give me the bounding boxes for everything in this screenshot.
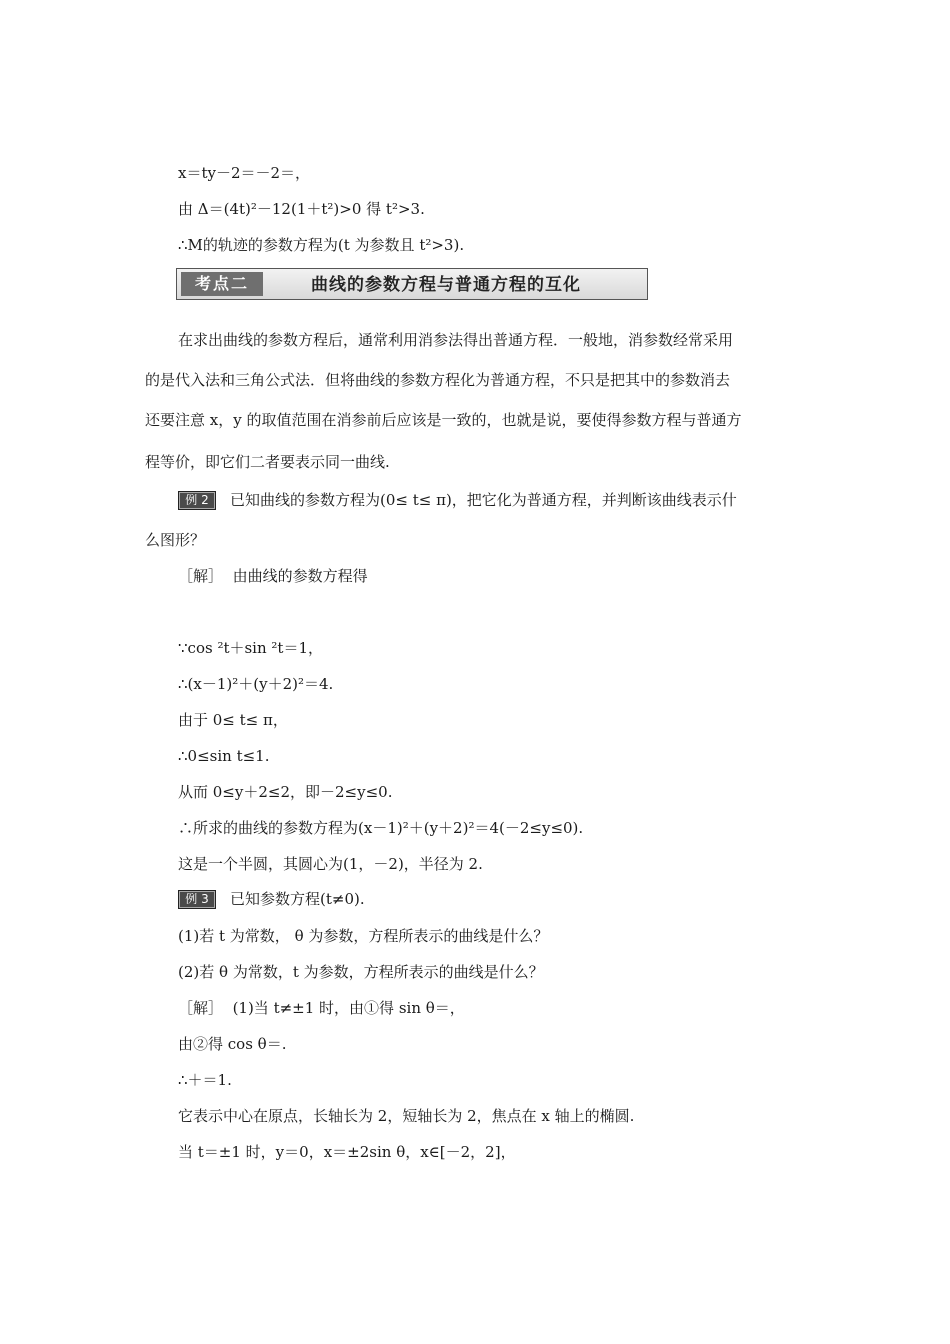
- solution-line: [178, 998, 465, 1018]
- section-title: 曲线的参数方程与普通方程的互化: [311, 275, 581, 295]
- solution-text: (1)当 t≠±1 时，由①得 sin θ＝，: [232, 999, 465, 1017]
- solution-step: 从而 0≤y＋2≤2，即－2≤y≤0.: [178, 783, 393, 801]
- paragraph-line: 的是代入法和三角公式法．但将曲线的参数方程化为普通方程，不只是把其中的参数消去: [145, 371, 731, 389]
- example-text: 已知曲线的参数方程为(0≤ t≤ π)，把它化为普通方程，并判断该曲线表示什: [230, 491, 737, 509]
- formula-line: 由 Δ＝(4t)²－12(1＋t²)>0 得 t²>3.: [178, 200, 425, 218]
- solution-label: ［解］: [178, 999, 224, 1017]
- solution-line: [178, 566, 368, 586]
- paragraph-line: 程等价，即它们二者要表示同一曲线.: [145, 453, 390, 471]
- paragraph-line: 还要注意 x，y 的取值范围在消参前后应该是一致的，也就是说，要使得参数方程与普通方: [145, 411, 742, 429]
- paragraph-line: 在求出曲线的参数方程后，通常利用消参法得出普通方程．一般地，消参数经常采用: [178, 331, 734, 349]
- solution-step: ∴0≤sin t≤1.: [178, 747, 270, 765]
- solution-step: 由于 0≤ t≤ π，: [178, 711, 288, 729]
- example-badge: 例 3: [178, 890, 216, 909]
- solution-text: 由曲线的参数方程得: [232, 567, 368, 585]
- solution-step: ∴＋＝1.: [178, 1071, 232, 1089]
- formula-line: ∴M的轨迹的参数方程为(t 为参数且 t²>3).: [178, 236, 465, 254]
- solution-label: ［解］: [178, 567, 224, 585]
- section-tag: 考点二: [181, 272, 263, 296]
- question-line: (1)若 t 为常数， θ 为参数，方程所表示的曲线是什么？: [178, 927, 549, 945]
- solution-step: 当 t＝±1 时，y＝0，x＝±2sin θ，x∈[－2，2]，: [178, 1143, 516, 1161]
- formula-line: x＝ty－2＝－2＝，: [178, 164, 311, 182]
- solution-step: 这是一个半圆，其圆心为(1，－2)，半径为 2.: [178, 855, 483, 873]
- question-line: (2)若 θ 为常数，t 为参数，方程所表示的曲线是什么？: [178, 963, 544, 981]
- example-2-line: [178, 490, 737, 510]
- example-text: 已知参数方程(t≠0).: [230, 890, 365, 908]
- example-3-line: [178, 889, 365, 909]
- example-2-line: 么图形？: [145, 531, 206, 549]
- solution-step: 它表示中心在原点，长轴长为 2，短轴长为 2，焦点在 x 轴上的椭圆.: [178, 1107, 635, 1125]
- solution-step: ∵cos ²t＋sin ²t＝1，: [178, 639, 323, 657]
- solution-step: 由②得 cos θ＝.: [178, 1035, 287, 1053]
- example-badge: 例 2: [178, 491, 216, 510]
- solution-step: ∴(x－1)²＋(y＋2)²＝4.: [178, 675, 334, 693]
- section-banner: [176, 268, 648, 300]
- solution-step: ∴所求的曲线的参数方程为(x－1)²＋(y＋2)²＝4(－2≤y≤0).: [178, 819, 584, 837]
